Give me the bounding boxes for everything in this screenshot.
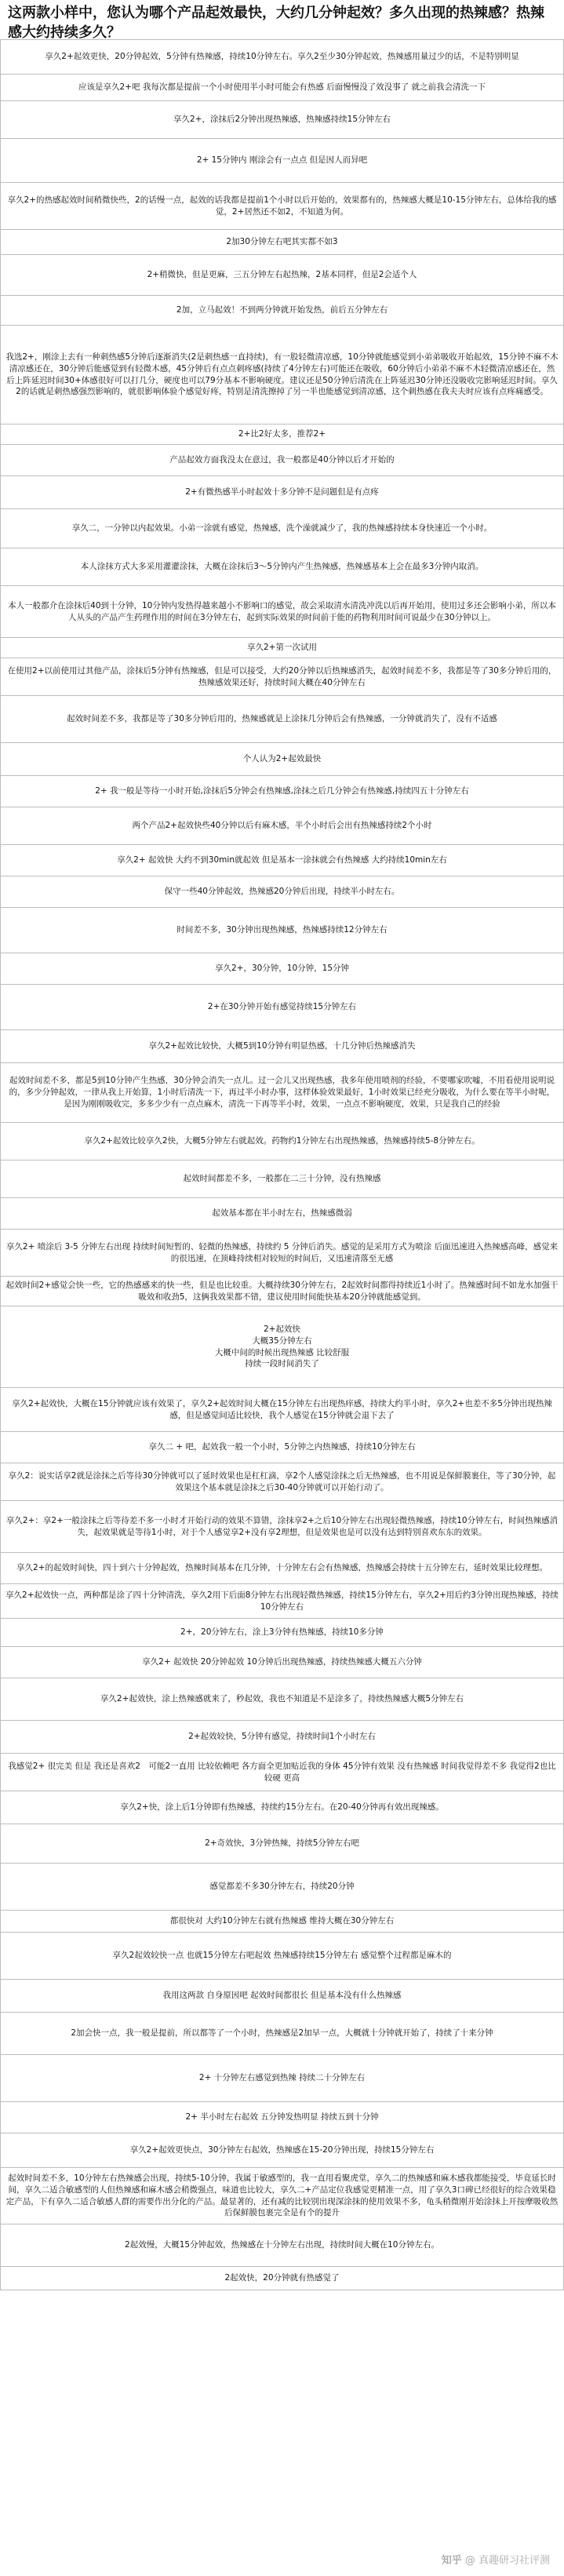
answer-text: 保守一些40分钟起效，热辣感20分钟后出现，持续半小时左右。 <box>164 887 400 897</box>
answer-text: 2+起效快 大概35分钟左右 大概中间的时候出现热辣感 比较舒服 持续一段时间消失了 <box>214 1324 350 1369</box>
answer-text: 本人一般都介在涂抹后40到十分钟，10分钟内发热得越来越小不影响口的感觉，故会采取清水清洗冲洗以后再开始用，使用过多还会影响小弟，所以本人从头的产品产生药理作用的时间在3分钟左右，起到实际效果的时间前于能的药物利用时间可说最少在30分钟以上。 <box>8 600 556 622</box>
answer-row <box>0 776 564 807</box>
answer-text: 享久2：说实话享2就是涂抹之后等待30分钟就可以了延时效果也是杠杠滴，享2个人感觉涂抹之后无热辣感，也不用说是保鲜膜裹住，等了30分钟，起效果这个基本就是涂抹之后30-40分钟就可以开始行动了。 <box>8 1470 556 1492</box>
answer-row <box>0 1063 564 1123</box>
answer-row <box>0 807 564 845</box>
answer-text: 2+在30分钟开始有感觉持续15分钟左右 <box>207 1002 357 1012</box>
answer-row <box>0 1754 564 1791</box>
answer-text: 享久2+ 起效快 大约不到30min就起效 但是基本一涂抹就会有热辣感 大约持续10min左右 <box>117 855 447 865</box>
answer-text: 感觉都差不多30分钟左右，持续20分钟 <box>209 1882 355 1892</box>
answer-row <box>0 1721 564 1754</box>
answer-text: 享久2+ 喷涂后 3-5 分钟左右出现 持续时间短暂的、轻微的热辣感，持续约 5 分钟后消失。感觉的是采用方式为喷涂 后面迅速进入热辣感高峰，感觉来的很迅速，在顶峰持续相对较短的时间后，又迅速清落至无感 <box>5 1241 559 1263</box>
answer-row <box>0 2013 564 2055</box>
answer-row <box>0 1791 564 1824</box>
answer-text: 2加，立马起效！不到两分钟就开始发热，前后五分钟左右 <box>176 305 388 315</box>
answer-text: 享久2+，30分钟，10分钟，15分钟 <box>214 964 350 974</box>
answer-text: 享久二，一分钟以内起效果。小弟一涂就有感觉，热辣感，洗个澡就减少了，我的热辣感持续本身快速近一个小时。 <box>71 523 493 534</box>
answer-text: 2起效快，20分钟就有热感觉了 <box>224 2273 340 2283</box>
answer-row <box>0 743 564 776</box>
answer-text: 2+，20分钟左右，涂上3分钟有热辣感，持续10多分钟 <box>180 1627 384 1638</box>
answer-row <box>0 2168 564 2224</box>
answer-text: 2加会快一点，我一般是提前，所以都等了一个小时，热辣感是2加早一点，大概就十分钟就开始了，持续了十来分钟 <box>71 2028 493 2039</box>
answer-row <box>0 255 564 296</box>
answer-text: 起效时间2+感觉会快一些，它的热感感来的快一些，但是也比较重。大概持续30分钟左右，2起效时间都得持续近1小时了。热辣感时间不如龙水加强干吸效和收劲5，这俩我效果都不错，建议使用时间能快基本20分钟就能感觉到。 <box>5 1280 559 1302</box>
answer-text: 享久2+快，涂上后1分钟即有热辣感，持续约15分左右。在20-40分钟再有效出现辣感。 <box>120 1802 444 1813</box>
answer-text: 享久二 + 吧，起效我一般一个小时，5分钟之内热辣感，持续10分钟左右 <box>148 1442 416 1452</box>
answer-text: 享久2+起效快一点，两种都是涂了四十分钟清洗，享久2用下后面8分钟左右出现轻微热辣感，持续15分钟左右，享久2+用后约3分钟出现热辣感，持续10分钟左右 <box>5 1590 559 1612</box>
answer-text: 2+起效较快，5分钟有感觉，持续时间1个小时左右 <box>188 1732 376 1742</box>
answer-row <box>0 1160 564 1198</box>
answer-row <box>0 2224 564 2267</box>
answer-text: 个人认为2+起效最快 <box>242 754 322 764</box>
answer-text: 享久2+起效比较享久2快，大概5分钟左右就起效。药物约1分钟左右出现热辣感，热辣感持续5-8分钟左右。 <box>84 1136 480 1146</box>
answer-text: 享久2起效较快一点 也就15分钟左右吧起效 热辣感持续15分钟左右 感觉整个过程都是麻木的 <box>112 1951 452 1961</box>
answer-text: 起效时间差不多，10分钟左右热辣感会出现，持续5-10分钟，我属于敏感型的，我一直用看聚虎堂，享久二的热辣感和麻木感我都能接受，毕竟延长时间，享久二适合敏感型的人但热辣感和麻木感会稍微强点，味道也比较大，享久二+产品定位我感觉更精准一点，用了享久3口碑已经很好的综合效果稳定产品，下有享久二适合敏感人群的需要作出分化的产品。最显著的，还有减的比较别出现深涂抹的使用效果不多，龟头稍微刚开始涂抹上开按摩吸收然后保鲜膜包裹完全是有个的提升 <box>5 2173 559 2218</box>
answer-text: 起效时间差不多，都是5到10分钟产生热感，30分钟会消失一点儿。过一会儿又出现热感，我多年使用喷剂的经验，不要哪家吹嘘，不用看使用说明说的，多少分钟起效，一律从我上开始算，1小时后清洗一下，再过半小时办事，这样体验效果最好，1小时效果已经充分吸收，为什么要在等半小时呢，是因为刚刚吸收完，多多少少有一点点麻木，清洗一下再等半小时，效果，一点点不影响硬度，效果，只是我自己的经验 <box>9 1076 555 1109</box>
answer-text: 我选2+，刚涂上去有一种刺热感5分钟后逐渐消失(2是刺热感一直持续)，有一股轻微清凉感，10分钟就能感觉到小弟弟吸收开始起效，15分钟不麻不木清凉感还在，30分钟后能感觉到有轻微木感，45分钟后有点点刺疼感(持续了4分钟左右)可能还在吸收，60分钟后小弟弟不麻不木轻微清凉感还在，然后上阵延迟时间30+体感很好可以打几分，硬度也可以79分基本不影响硬度。建议还是50分钟后清洗在上阵延迟30分钟还没吸收完影响延迟时间。享久2的话就是刺热感强烈影响的，就很影响体验个感觉好疼，特别是清洗擦掉了另一半也能感觉到清凉感，这个刺热感在我夫夫时应该有点疼痛感受。 <box>5 352 559 397</box>
answer-text: 享久2+，涂抹后2分钟出现热辣感，热辣感持续15分钟左右 <box>173 115 391 125</box>
answer-row <box>0 1864 564 1911</box>
answer-text: 2+ 半小时左右起效 五分钟发热明显 持续五到十分钟 <box>185 2112 379 2122</box>
answer-row <box>0 845 564 876</box>
answer-row <box>0 1824 564 1864</box>
answer-table <box>0 39 564 2290</box>
answer-text: 产品起效方面我没太在意过，我一般都是40分钟以后才开始的 <box>169 455 395 465</box>
answer-row <box>0 1584 564 1619</box>
answer-text: 享久2+ 起效快 20分钟起效 10分钟后出现热辣感，持续热辣感大概五六分钟 <box>142 1657 422 1667</box>
answer-row <box>0 1277 564 1306</box>
answer-row <box>0 638 564 658</box>
answer-text: 2起效慢，大概15分钟起效，热辣感在十分钟左右出现，持续时间大概在10分钟左右。 <box>125 2240 439 2250</box>
answer-row <box>0 1553 564 1584</box>
answer-row <box>0 1432 564 1463</box>
answer-row <box>0 1388 564 1432</box>
answer-text: 享久2+起效更快点，30分钟左右起效，热辣感在15-20分钟出现，持续15分钟左右 <box>129 2145 435 2155</box>
answer-row <box>0 509 564 548</box>
answer-text: 起效时间差不多，我都是等了30多分钟后用的，热辣感就是上涂抹几分钟后会有热辣感，一分钟就消失了，没有不适感 <box>67 714 497 724</box>
answer-row <box>0 476 564 509</box>
answer-text: 享久2+起效快，大概在15分钟就应该有效果了，享久2+起效时间大概在15分钟左右出现热痒感，持续大约半小时，享久2+也差不多5分钟出现热辣感，但是感觉间适比较快，我个人感觉在15分钟就会退下去了 <box>12 1398 552 1420</box>
answer-text: 2+有微热感半小时起效十多分钟不是问题但是有点疼 <box>185 487 379 497</box>
answer-text: 享久2+：享2+一般涂抹之后等待差不多一小时才开始行动的效果不算错，涂抹享2+之后10分钟左右出现轻微热辣感，持续10分钟左右，时间热辣感消失，起效果就是等待1小时，对于个人感觉享2+没有享2理想，但是效果也是可以没有达到特别喜欢东东的效果。 <box>5 1515 559 1537</box>
answer-row <box>0 183 564 230</box>
watermark-author: @ 真趣研习社评测 <box>464 2554 550 2567</box>
answer-text: 享久2+起效更快，20分钟起效，5分钟有热辣感，持续10分钟左右。享久2至少30分钟起效，热辣感用量过少的话，不是特别明显 <box>45 52 519 62</box>
answer-row <box>0 1123 564 1160</box>
answer-row <box>0 326 564 424</box>
answer-text: 2+ 十分钟左右感觉到热辣 持续二十分钟左右 <box>198 2073 366 2083</box>
answer-row <box>0 1911 564 1933</box>
answer-text: 享久2+起效比较快，大概5到10分钟有明显热感，十几分钟后热辣感消失 <box>148 1041 416 1051</box>
answer-text: 我感觉2+ 很完美 但是 我还是喜欢2 可能2一直用 比较依赖吧 各方面全更加贴近我的身体 45分钟有效果 没有热辣感 时间我觉得差不多 我觉得2也比较硬 更高 <box>8 1761 556 1783</box>
answer-row <box>0 40 564 75</box>
answer-row <box>0 1463 564 1501</box>
answer-row <box>0 1230 564 1277</box>
answer-text: 起效时间都差不多，一般都在二三十分钟，没有热辣感 <box>183 1174 381 1184</box>
answer-row <box>0 548 564 586</box>
answer-text: 本人涂抹方式大多采用灌灌涂抹，大概在涂抹后3～5分钟内产生热辣感，热辣感基本上会在最多3分钟内取消。 <box>80 562 484 572</box>
answer-text: 两个产品2+起效快些40分钟以后有麻木感，半个小时后会出有热辣感持续2个小时 <box>132 821 432 831</box>
answer-row <box>0 1501 564 1553</box>
answer-text: 时间差不多，30分钟出现热辣感，热辣感持续12分钟左右 <box>176 925 388 935</box>
answer-text: 我用这两款 自身原因吧 起效时间都很长 但是基本没有什么热辣感 <box>162 1991 402 2001</box>
answer-row <box>0 1619 564 1647</box>
answer-row <box>0 1678 564 1721</box>
answer-text: 享久2+第一次试用 <box>247 643 317 653</box>
answer-row <box>0 908 564 953</box>
answer-text: 都很快对 大约10分钟左右就有热辣感 维持大概在30分钟左右 <box>169 1916 395 1926</box>
answer-row <box>0 2102 564 2133</box>
answer-text: 2+比2好太多，推荐2+ <box>238 429 326 439</box>
answer-row <box>0 2055 564 2102</box>
answer-text: 2加30分钟左右吧其实都不如3 <box>226 237 338 247</box>
answer-row <box>0 1306 564 1388</box>
question-title: 这两款小样中，您认为哪个产品起效最快，大约几分钟起效？多久出现的热辣感？热辣感大约持续多久？ <box>8 5 544 42</box>
answer-row <box>0 985 564 1030</box>
answer-row <box>0 424 564 445</box>
answer-text: 起效基本都在半小时左右，热辣感微弱 <box>212 1208 352 1219</box>
answer-row <box>0 1647 564 1678</box>
zhihu-watermark <box>442 2554 550 2568</box>
answer-text: 应该是享久2+吧 我每次都是提前一个小时使用半小时可能会有热感 后面慢慢没了效没事了 就之前我会清洗一下 <box>78 82 486 93</box>
answer-text: 享久2+的热感起效时间稍微快些，2的话慢一点，起效的话我都是提前1个小时以后开始的，效果都有的，热辣感大概是10-15分钟左右，总体给我的感觉，2+居然还不如2，不知道为何。 <box>7 195 557 217</box>
answer-text: 2+ 我一般是等待一小时开始,涂抹后5分钟会有热辣感,涂抹之后几分钟会有热辣感,持续四五十分钟左右 <box>95 786 469 796</box>
answer-text: 在使用2+以前使用过其他产品，涂抹后5分钟有热辣感，但是可以接受，大约20分钟以后热辣感消失，起效时间差不多，我都是等了30多分钟后用的，热辣感效果还好，持续时间大概在40分钟左右 <box>7 665 557 687</box>
answer-row <box>0 1980 564 2013</box>
answer-row <box>0 876 564 908</box>
answer-row <box>0 586 564 638</box>
answer-row <box>0 1198 564 1230</box>
answer-row <box>0 696 564 743</box>
answer-text: 享久2+起效快，涂上热辣感就来了，秒起效，我也不知道是不是涂多了，持续热辣感大概5分钟左右 <box>100 1694 464 1704</box>
answer-row <box>0 139 564 183</box>
answer-text: 2+ 15分钟内 刚涂会有一点点 但是因人而异吧 <box>196 155 368 166</box>
answer-row <box>0 2133 564 2168</box>
watermark-brand: 知乎 <box>441 2554 462 2567</box>
answer-row <box>0 658 564 696</box>
answer-row <box>0 230 564 255</box>
answer-row <box>0 101 564 139</box>
answer-row <box>0 75 564 101</box>
answer-row <box>0 1030 564 1063</box>
answer-row <box>0 445 564 476</box>
answer-text: 2+稍微快，但是更麻，三五分钟左右起热辣，2基本同样，但是2会适个人 <box>147 270 417 280</box>
answer-text: 享久2+的起效时间快，四十到六十分钟起效，热辣时间基本在几分钟，十分钟左右会有热辣感，热辣感会持续十五分钟左右，延时效果比较理想。 <box>16 1563 548 1573</box>
answer-text: 2+奇效快，3分钟热辣，持续5分钟左右吧 <box>205 1838 359 1849</box>
answer-row <box>0 1933 564 1980</box>
answer-row <box>0 953 564 985</box>
answer-row <box>0 296 564 326</box>
answer-row <box>0 2267 564 2290</box>
